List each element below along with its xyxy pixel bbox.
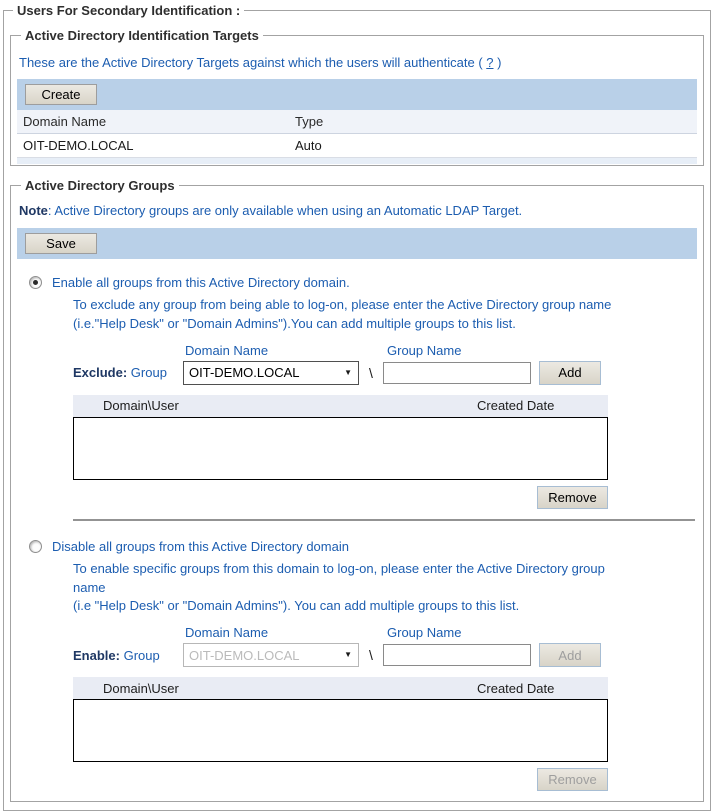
- enable-description: [73, 560, 697, 617]
- targets-table-footer-strip: [17, 158, 697, 164]
- targets-intro-text: [19, 55, 697, 70]
- targets-intro-suffix: ): [493, 55, 502, 70]
- exclude-remove-button[interactable]: Remove: [537, 486, 608, 509]
- exclude-field-labels: [73, 343, 697, 358]
- enable-all-radio-row: [29, 275, 697, 290]
- exclude-group-name-label: Group Name: [387, 342, 462, 358]
- enable-group-name-label: Group Name: [387, 625, 462, 641]
- save-button[interactable]: Save: [25, 233, 97, 254]
- enable-all-groups-section: [17, 275, 697, 521]
- enable-description-line3: (i.e "Help Desk" or "Domain Admins"). You can add multiple groups to this list.: [73, 598, 520, 614]
- chevron-down-icon: ▼: [344, 367, 352, 377]
- enable-description-line2: name: [73, 579, 106, 595]
- enable-controls-row: [73, 643, 697, 667]
- targets-table-header-row: [17, 110, 697, 134]
- enable-remove-button[interactable]: Remove: [537, 768, 608, 791]
- section-divider: [73, 519, 695, 521]
- exclude-list-header-domain-user: Domain\User: [103, 398, 179, 414]
- enable-list-header: [73, 677, 608, 699]
- exclude-list-header: [73, 395, 608, 417]
- ad-identification-targets-fieldset: [10, 28, 704, 166]
- note-label: Note: [19, 203, 48, 218]
- chevron-down-icon: ▼: [344, 650, 352, 660]
- enable-backslash-separator: \: [369, 647, 373, 664]
- targets-fieldset-legend: Active Directory Identification Targets: [25, 28, 259, 43]
- enable-all-radio-label: Enable all groups from this Active Directory domain.: [52, 275, 350, 290]
- enable-list-header-domain-user: Domain\User: [103, 680, 179, 696]
- groups-fieldset-legend: Active Directory Groups: [25, 178, 175, 193]
- targets-intro-prefix: These are the Active Directory Targets against which the users will authenticate (: [19, 55, 487, 70]
- disable-all-radio-row: [29, 539, 697, 554]
- exclude-description: [73, 296, 697, 334]
- disable-all-radio[interactable]: [29, 540, 42, 553]
- exclude-domain-select-wrap: [183, 361, 359, 385]
- enable-domain-select-wrap: [183, 643, 359, 667]
- exclude-list-header-created-date: Created Date: [477, 398, 555, 414]
- enable-group-name-input[interactable]: [383, 644, 531, 666]
- excluded-groups-listbox[interactable]: [73, 417, 608, 480]
- exclude-label: Exclude:: [73, 365, 128, 381]
- exclude-sublabel: Group: [127, 365, 167, 381]
- enable-label: Enable:: [73, 647, 120, 663]
- exclude-description-line1: To exclude any group from being able to log-on, please enter the Active Directory group name: [73, 297, 612, 312]
- enable-domain-select[interactable]: [183, 643, 359, 667]
- enable-sublabel: Group: [119, 647, 160, 663]
- targets-table: [17, 110, 697, 158]
- create-button[interactable]: Create: [25, 84, 97, 105]
- targets-table-row[interactable]: [17, 134, 697, 158]
- ad-groups-fieldset: [10, 178, 704, 802]
- enable-add-button[interactable]: Add: [539, 643, 601, 667]
- exclude-group-name-input[interactable]: [383, 362, 531, 384]
- enable-field-labels: [73, 625, 697, 640]
- enabled-groups-listbox[interactable]: [73, 699, 608, 762]
- exclude-backslash-separator: \: [369, 364, 373, 381]
- outer-fieldset-legend: Users For Secondary Identification :: [17, 3, 241, 18]
- note-text: : Active Directory groups are only available when using an Automatic LDAP Target.: [47, 203, 523, 218]
- disable-all-radio-label: Disable all groups from this Active Directory domain: [52, 538, 349, 554]
- disable-all-groups-section: [17, 539, 697, 792]
- groups-note: [19, 203, 697, 218]
- targets-toolbar: [17, 79, 697, 110]
- exclude-description-line2: (i.e."Help Desk" or "Domain Admins").You can add multiple groups to this list.: [73, 315, 516, 331]
- exclude-mode-label: [73, 365, 183, 380]
- enable-domain-name-label: Domain Name: [185, 625, 269, 641]
- help-link[interactable]: ?: [486, 55, 494, 70]
- groups-toolbar: [17, 228, 697, 259]
- exclude-domain-select[interactable]: [183, 361, 359, 385]
- targets-row-domain-name: OIT-DEMO.LOCAL: [17, 134, 293, 158]
- exclude-domain-name-label: Domain Name: [185, 342, 269, 358]
- enable-mode-label: [73, 648, 183, 663]
- exclude-controls-row: [73, 361, 697, 385]
- enable-list-header-created-date: Created Date: [477, 680, 555, 696]
- targets-header-domain-name: Domain Name: [17, 110, 293, 134]
- targets-header-type: Type: [293, 110, 697, 134]
- enable-description-line1: To enable specific groups from this domain to log-on, please enter the Active Directory group: [73, 560, 605, 576]
- users-secondary-identification-fieldset: [3, 3, 711, 811]
- targets-row-type: Auto: [293, 134, 697, 158]
- exclude-add-button[interactable]: Add: [539, 361, 601, 385]
- enable-all-radio[interactable]: [29, 276, 42, 289]
